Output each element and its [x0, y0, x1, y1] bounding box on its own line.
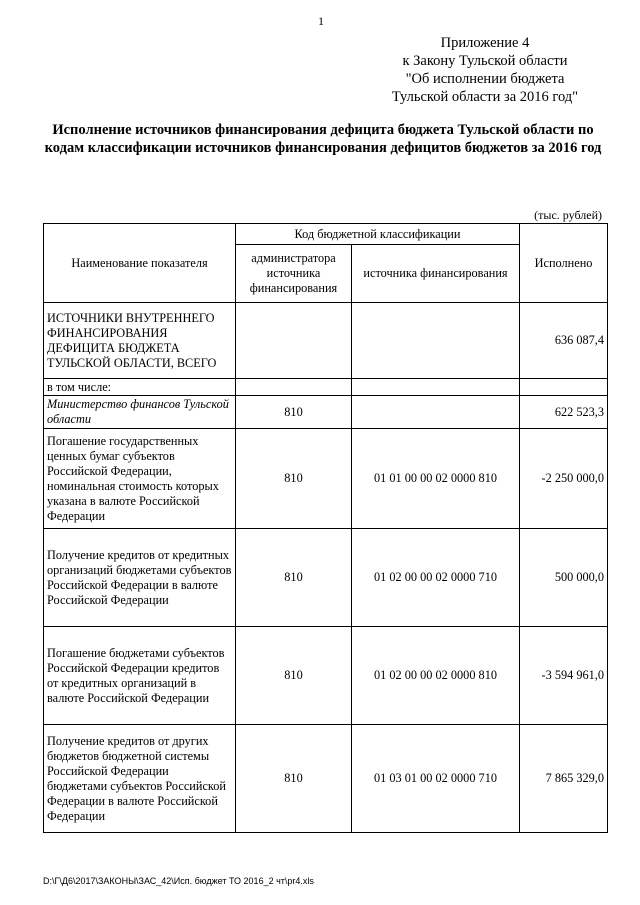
- appendix-line-4: Тульской области за 2016 год": [391, 89, 579, 105]
- row-source: 01 01 00 00 02 0000 810: [352, 429, 520, 529]
- table-row: [44, 725, 608, 833]
- row-value: 636 087,4: [520, 303, 608, 379]
- row-value: -3 594 961,0: [520, 627, 608, 725]
- sources-table: [43, 223, 608, 833]
- document-title: Исполнение источников финансирования дефицита бюджета Тульской области по кодам классификации источников финансирования дефицитов бюджетов за 2016 год: [44, 122, 602, 156]
- row-name: в том числе:: [44, 379, 236, 396]
- row-admin: 810: [236, 429, 352, 529]
- header-name: Наименование показателя: [44, 224, 236, 303]
- header-executed: Исполнено: [520, 224, 608, 303]
- appendix-line-2: к Закону Тульской области: [402, 53, 568, 69]
- header-administrator: администратора источника финансирования: [236, 245, 352, 303]
- table-row: [44, 396, 608, 429]
- header-code: Код бюджетной классификации: [236, 224, 520, 245]
- row-admin: [236, 303, 352, 379]
- header-row: [44, 224, 608, 245]
- row-name: ИСТОЧНИКИ ВНУТРЕННЕГО ФИНАНСИРОВАНИЯ ДЕФИЦИТА БЮДЖЕТА ТУЛЬСКОЙ ОБЛАСТИ, ВСЕГО: [44, 303, 236, 379]
- appendix-block: [370, 34, 600, 106]
- row-source: 01 02 00 00 02 0000 810: [352, 627, 520, 725]
- row-admin: 810: [236, 627, 352, 725]
- appendix-line-1: Приложение 4: [440, 35, 530, 51]
- row-source: 01 02 00 00 02 0000 710: [352, 529, 520, 627]
- row-admin: 810: [236, 725, 352, 833]
- table-row: [44, 379, 608, 396]
- row-value: -2 250 000,0: [520, 429, 608, 529]
- row-admin: 810: [236, 529, 352, 627]
- row-admin: [236, 379, 352, 396]
- table-row: [44, 303, 608, 379]
- table-row: [44, 627, 608, 725]
- row-source: 01 03 01 00 02 0000 710: [352, 725, 520, 833]
- row-value: [520, 379, 608, 396]
- appendix-line-3: "Об исполнении бюджета: [405, 71, 565, 87]
- row-value: 7 865 329,0: [520, 725, 608, 833]
- row-name: Министерство финансов Тульской области: [44, 396, 236, 429]
- row-name: Погашение государственных ценных бумаг субъектов Российской Федерации, номинальная стоимость которых указана в валюте Российской Федерации: [44, 429, 236, 529]
- page-number: 1: [318, 14, 324, 28]
- file-path-footer: D:\Г\Д6\2017\ЗАКОНЫ\ЗАС_42\Исп. бюджет ТО 2016_2 чт\pr4.xls: [43, 876, 314, 886]
- row-name: Получение кредитов от других бюджетов бюджетной системы Российской Федерации бюджетами субъектов Российской Федерации в валюте Российской Федерации: [44, 725, 236, 833]
- row-value: 500 000,0: [520, 529, 608, 627]
- row-admin: 810: [236, 396, 352, 429]
- row-source: [352, 396, 520, 429]
- row-name: Погашение бюджетами субъектов Российской Федерации кредитов от кредитных организаций в валюте Российской Федерации: [44, 627, 236, 725]
- table-row: [44, 529, 608, 627]
- row-source: [352, 379, 520, 396]
- units-label: (тыс. рублей): [534, 208, 602, 222]
- header-source: источника финансирования: [352, 245, 520, 303]
- row-source: [352, 303, 520, 379]
- table-row: [44, 429, 608, 529]
- row-name: Получение кредитов от кредитных организаций бюджетами субъектов Российской Федерации в валюте Российской Федерации: [44, 529, 236, 627]
- row-value: 622 523,3: [520, 396, 608, 429]
